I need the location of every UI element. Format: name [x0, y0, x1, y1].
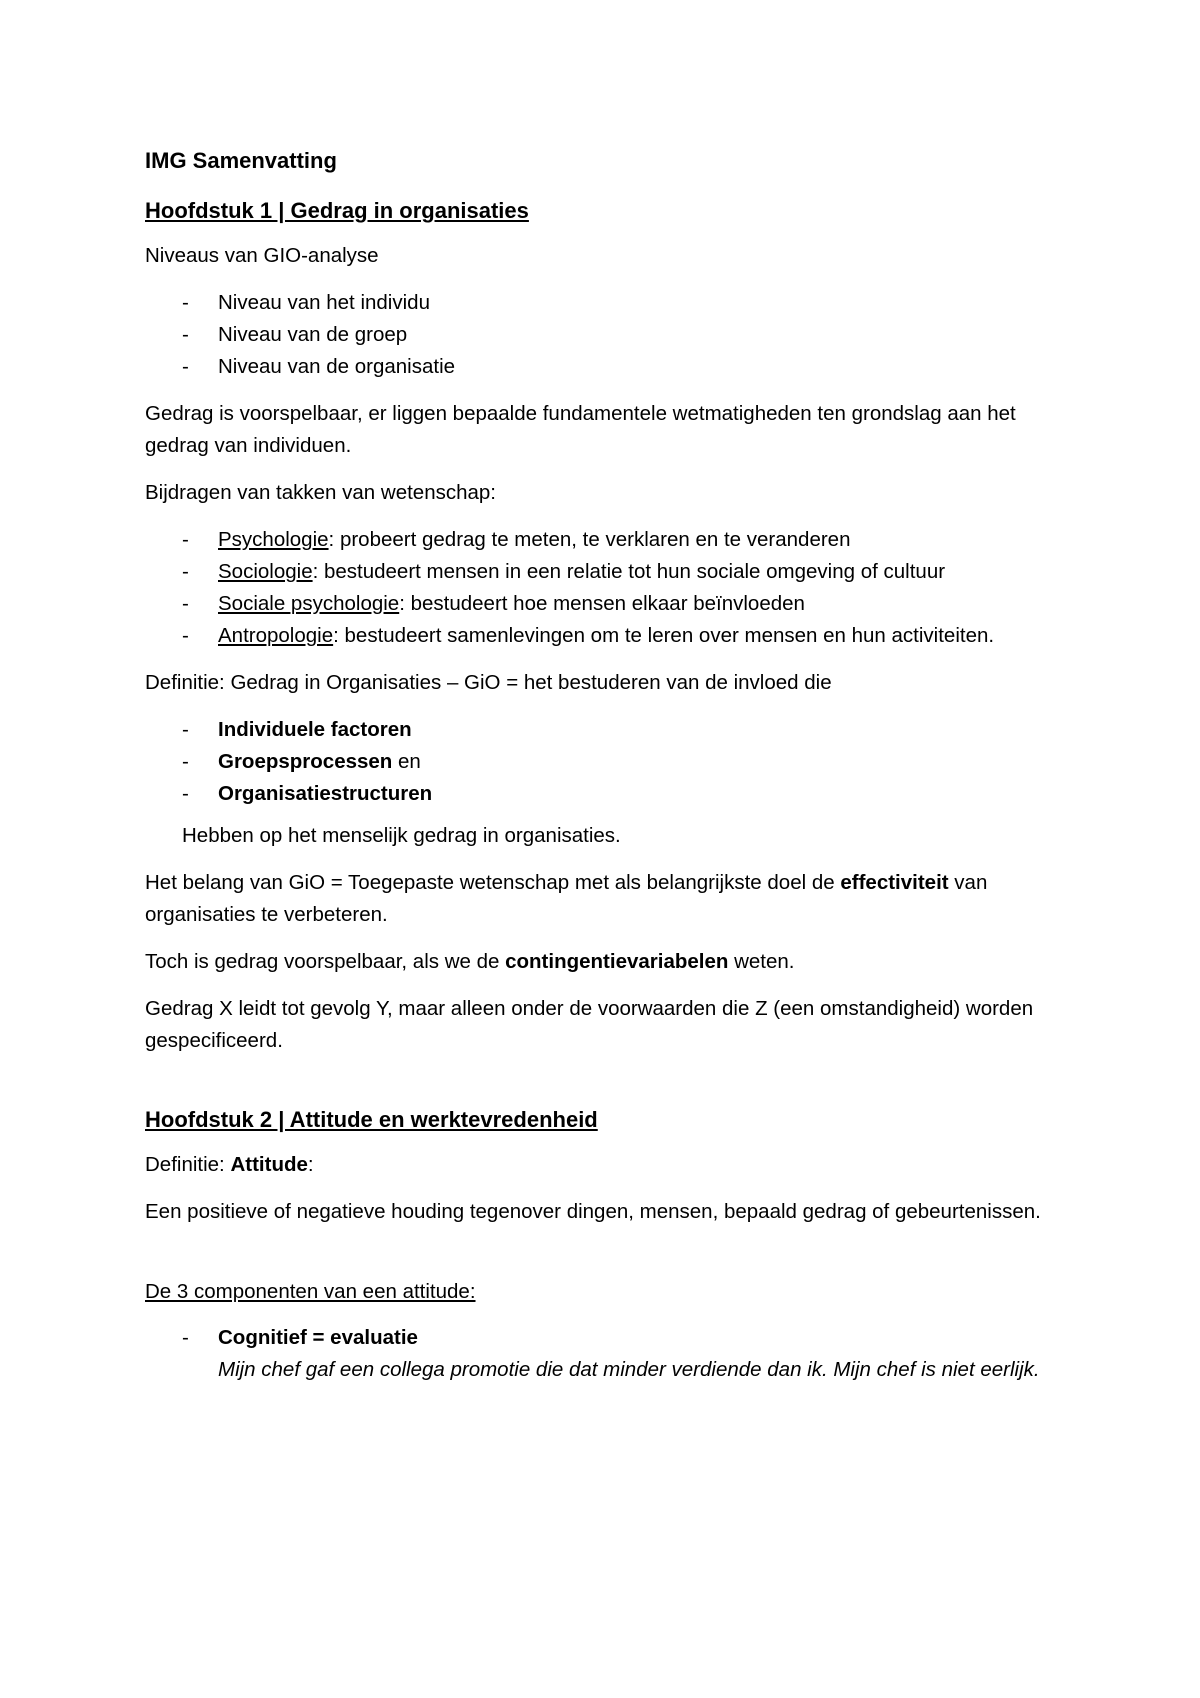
- term: Sociale psychologie: [218, 592, 400, 615]
- list-item: - Niveau van het individu: [145, 287, 1075, 319]
- levels-intro: Niveaus van GIO-analyse: [145, 244, 379, 267]
- term: Antropologie: [218, 624, 334, 647]
- term: Sociologie: [218, 560, 313, 583]
- components-list: [145, 1322, 1075, 1386]
- list-item: - Sociale psychologie: bestudeert hoe mensen elkaar beïnvloeden: [145, 588, 1075, 620]
- xyz-paragraph: Gedrag X leidt tot gevolg Y, maar alleen onder de voorwaarden die Z (een omstandigheid) worden gespecificeerd.: [145, 997, 1034, 1052]
- factors-list: [145, 714, 1075, 810]
- dash-bullet: -: [182, 323, 189, 346]
- components-heading: De 3 componenten van een attitude:: [145, 1280, 476, 1303]
- attitude-definition-label: Definitie: Attitude:: [145, 1153, 314, 1176]
- contributions-list: [145, 524, 1075, 652]
- chapter-2-heading: Hoofdstuk 2 | Attitude en werktevredenheid: [145, 1107, 598, 1132]
- list-item: - Antropologie: bestudeert samenlevingen om te leren over mensen en hun activiteiten.: [145, 620, 1075, 652]
- contingency-paragraph: Toch is gedrag voorspelbaar, als we de contingentievariabelen weten.: [145, 950, 795, 973]
- dash-bullet: -: [182, 718, 189, 741]
- dash-bullet: -: [182, 592, 189, 615]
- list-item: - Organisatiestructuren: [145, 778, 1075, 810]
- list-item: - Niveau van de groep: [145, 319, 1075, 351]
- definition-paragraph: Definitie: Gedrag in Organisaties – GiO = het bestuderen van de invloed die: [145, 671, 832, 694]
- importance-paragraph: Het belang van GiO = Toegepaste wetenschap met als belangrijkste doel de effectiviteit van organisaties te verbeteren.: [145, 871, 988, 926]
- list-item: - Sociologie: bestudeert mensen in een relatie tot hun sociale omgeving of cultuur: [145, 556, 1075, 588]
- document-title: IMG Samenvatting: [145, 148, 337, 173]
- list-item: - Individuele factoren: [145, 714, 1075, 746]
- attitude-definition-text: Een positieve of negatieve houding tegenover dingen, mensen, bepaald gedrag of gebeurtenissen.: [145, 1200, 1041, 1223]
- contributions-intro: Bijdragen van takken van wetenschap:: [145, 481, 497, 504]
- term: Psychologie: [218, 528, 329, 551]
- dash-bullet: -: [182, 528, 189, 551]
- dash-bullet: -: [182, 355, 189, 378]
- dash-bullet: -: [182, 291, 189, 314]
- dash-bullet: -: [182, 624, 189, 647]
- document-content: [145, 144, 1075, 1401]
- dash-bullet: -: [182, 1326, 189, 1349]
- component-example: Mijn chef gaf een collega promotie die dat minder verdiende dan ik. Mijn chef is niet eerlijk.: [218, 1358, 1040, 1381]
- predictable-paragraph: Gedrag is voorspelbaar, er liggen bepaalde fundamentele wetmatigheden ten grondslag aan het gedrag van individuen.: [145, 402, 1016, 457]
- dash-bullet: -: [182, 750, 189, 773]
- list-item: - Groepsprocessen en: [145, 746, 1075, 778]
- list-item: - Psychologie: probeert gedrag te meten, te verklaren en te veranderen: [145, 524, 1075, 556]
- dash-bullet: -: [182, 560, 189, 583]
- factors-tail: Hebben op het menselijk gedrag in organisaties.: [182, 824, 621, 847]
- levels-list: [145, 287, 1075, 383]
- dash-bullet: -: [182, 782, 189, 805]
- chapter-1-heading: Hoofdstuk 1 | Gedrag in organisaties: [145, 198, 529, 223]
- list-item: - Niveau van de organisatie: [145, 351, 1075, 383]
- list-item: - Cognitief = evaluatie Mijn chef gaf een collega promotie die dat minder verdiende dan ik. Mijn chef is niet eerlijk.: [145, 1322, 1075, 1386]
